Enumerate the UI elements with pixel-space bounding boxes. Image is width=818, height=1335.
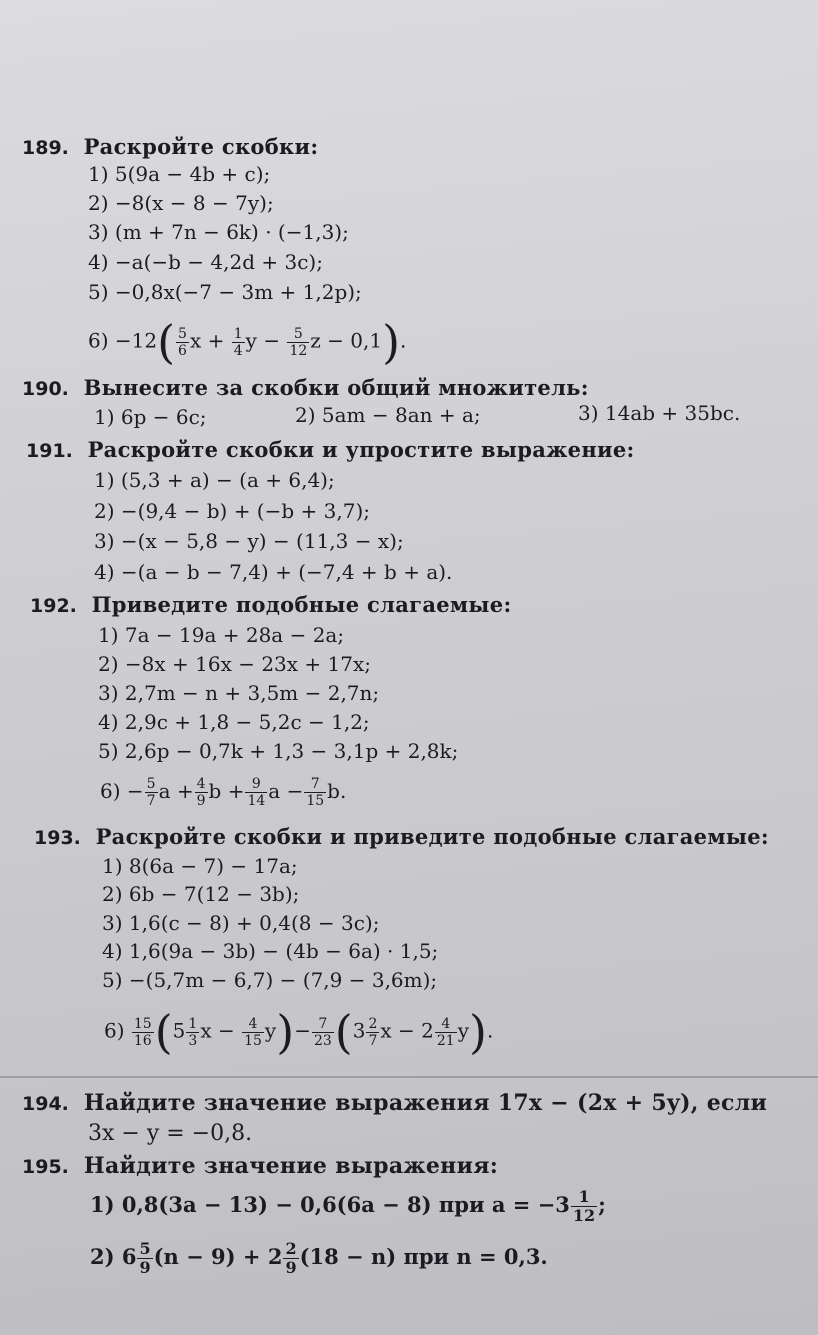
term: y xyxy=(457,1018,470,1043)
fraction: $\frac{7}{15}$ xyxy=(306,776,325,809)
term: 5 xyxy=(172,1018,186,1043)
fraction: $\frac{1}{4}$ xyxy=(233,325,243,359)
exercise-item-6 xyxy=(100,776,346,809)
exercise-item: 3) 14ab + 35bc. xyxy=(578,401,741,425)
exercise-item: 5) −0,8x(−7 − 3m + 1,2p); xyxy=(88,280,362,304)
exercise-title: Раскройте скобки и упростите выражение: xyxy=(87,437,635,462)
term: (n − 9) + 2 xyxy=(153,1244,283,1269)
exercise-item: 5) 2,6p − 0,7k + 1,3 − 3,1p + 2,8k; xyxy=(98,739,459,763)
right-paren: ) xyxy=(382,315,401,369)
fraction: $\frac{1}{12}$ xyxy=(572,1187,596,1225)
fraction: $\frac{7}{23}$ xyxy=(313,1015,332,1049)
exercise-item: 3) −(x − 5,8 − y) − (11,3 − x); xyxy=(94,529,404,553)
fraction: $\frac{1}{3}$ xyxy=(188,1015,198,1049)
exercise-item: 2) 6b − 7(12 − 3b); xyxy=(102,882,300,906)
fraction: $\frac{4}{9}$ xyxy=(196,776,206,809)
exercise-item xyxy=(90,1240,548,1277)
fraction: $\frac{4}{15}$ xyxy=(244,1015,262,1049)
exercise-item: 1) 6p − 6c; xyxy=(94,405,207,429)
exercise-item-6 xyxy=(104,1005,494,1059)
exercise-194-condition: 3x − y = −0,8. xyxy=(88,1121,253,1146)
fraction: $\frac{4}{21}$ xyxy=(436,1015,455,1049)
term: b. xyxy=(327,779,347,803)
fraction: $\frac{15}{16}$ xyxy=(133,1015,152,1049)
exercise-item: 1) (5,3 + a) − (a + 6,4); xyxy=(94,468,335,492)
term: a + xyxy=(158,779,194,803)
exercise-number: 192. xyxy=(30,595,77,617)
exercise-item: 1) 5(9a − 4b + c); xyxy=(88,162,271,186)
exercise-195-header xyxy=(22,1153,498,1180)
exercise-number: 189. xyxy=(22,137,69,159)
left-paren: ( xyxy=(154,1005,173,1059)
exercise-title: Раскройте скобки и приведите подобные слагаемые: xyxy=(95,824,769,849)
right-paren: ) xyxy=(276,1005,295,1059)
exercise-item-6 xyxy=(88,315,407,369)
exercise-item: 4) −(a − b − 7,4) + (−7,4 + b + a). xyxy=(94,560,453,584)
term: . xyxy=(400,328,407,353)
exercise-title: Найдите значение выражения 17x − (2x + 5y), если xyxy=(83,1090,768,1116)
exercise-item: 2) −8(x − 8 − 7y); xyxy=(88,191,274,215)
fraction: $\frac{2}{9}$ xyxy=(285,1239,297,1277)
term: ; xyxy=(598,1192,606,1217)
term: (18 − n) при n = 0,3. xyxy=(299,1244,548,1269)
exercise-number: 194. xyxy=(22,1093,69,1115)
exercise-item: 2) 5am − 8an + a; xyxy=(295,403,481,427)
term: x + xyxy=(189,328,225,353)
fraction: $\frac{5}{9}$ xyxy=(139,1239,151,1277)
exercise-number: 195. xyxy=(22,1156,69,1178)
fraction: $\frac{9}{14}$ xyxy=(247,776,266,809)
term: 3 xyxy=(352,1018,366,1043)
item-prefix: 6) xyxy=(104,1018,125,1043)
exercise-item: 5) −(5,7m − 6,7) − (7,9 − 3,6m); xyxy=(102,968,438,992)
exercise-190-header xyxy=(22,375,589,402)
term: 1) 0,8(3a − 13) − 0,6(6a − 8) при a = −3 xyxy=(90,1192,570,1217)
fraction: $\frac{5}{6}$ xyxy=(178,325,187,359)
exercise-item xyxy=(90,1188,606,1225)
exercise-194-header xyxy=(22,1090,767,1117)
exercise-item: 4) 2,9c + 1,8 − 5,2c − 1,2; xyxy=(98,710,370,734)
term: . xyxy=(486,1018,494,1043)
left-paren: ( xyxy=(157,315,176,369)
fraction: $\frac{5}{12}$ xyxy=(289,325,308,359)
term: − xyxy=(294,1018,311,1043)
term: 2) 6 xyxy=(90,1244,137,1269)
exercise-item: 4) 1,6(9a − 3b) − (4b − 6a) · 1,5; xyxy=(102,939,439,963)
term: y xyxy=(264,1018,277,1043)
term: b + xyxy=(208,779,245,803)
exercise-number: 190. xyxy=(22,378,69,400)
exercise-title: Найдите значение выражения: xyxy=(83,1153,499,1179)
term: x − 2 xyxy=(380,1018,434,1043)
fraction: $\frac{5}{7}$ xyxy=(146,776,156,809)
exercise-item: 1) 8(6a − 7) − 17a; xyxy=(102,854,298,878)
left-paren: ( xyxy=(334,1005,353,1059)
term: x − xyxy=(200,1018,235,1043)
exercise-item: 3) 1,6(c − 8) + 0,4(8 − 3c); xyxy=(102,911,380,935)
exercise-item: 2) −(9,4 − b) + (−b + 3,7); xyxy=(94,499,370,523)
exercise-item: 3) 2,7m − n + 3,5m − 2,7n; xyxy=(98,681,380,705)
exercise-189-header xyxy=(22,134,318,161)
term: y − xyxy=(245,328,281,353)
exercise-title: Раскройте скобки: xyxy=(83,134,319,159)
exercise-number: 191. xyxy=(26,440,73,462)
fraction: $\frac{2}{7}$ xyxy=(368,1015,378,1049)
exercise-item: 4) −a(−b − 4,2d + 3c); xyxy=(88,250,323,274)
term: z − 0,1 xyxy=(310,328,383,353)
right-paren: ) xyxy=(469,1005,487,1059)
term: a − xyxy=(268,779,304,803)
section-divider xyxy=(0,1076,818,1078)
item-prefix: 6) − xyxy=(100,779,144,803)
exercise-191-header xyxy=(26,437,635,464)
exercise-192-header xyxy=(30,592,512,619)
exercise-title: Приведите подобные слагаемые: xyxy=(91,592,512,617)
exercise-number: 193. xyxy=(34,827,81,849)
exercise-item: 2) −8x + 16x − 23x + 17x; xyxy=(98,652,371,676)
exercise-193-header xyxy=(34,824,769,851)
exercise-item: 3) (m + 7n − 6k) · (−1,3); xyxy=(88,220,349,244)
exercise-item: 1) 7a − 19a + 28a − 2a; xyxy=(98,623,345,647)
item-prefix: 6) −12 xyxy=(88,328,158,353)
exercise-title: Вынесите за скобки общий множитель: xyxy=(83,375,589,400)
